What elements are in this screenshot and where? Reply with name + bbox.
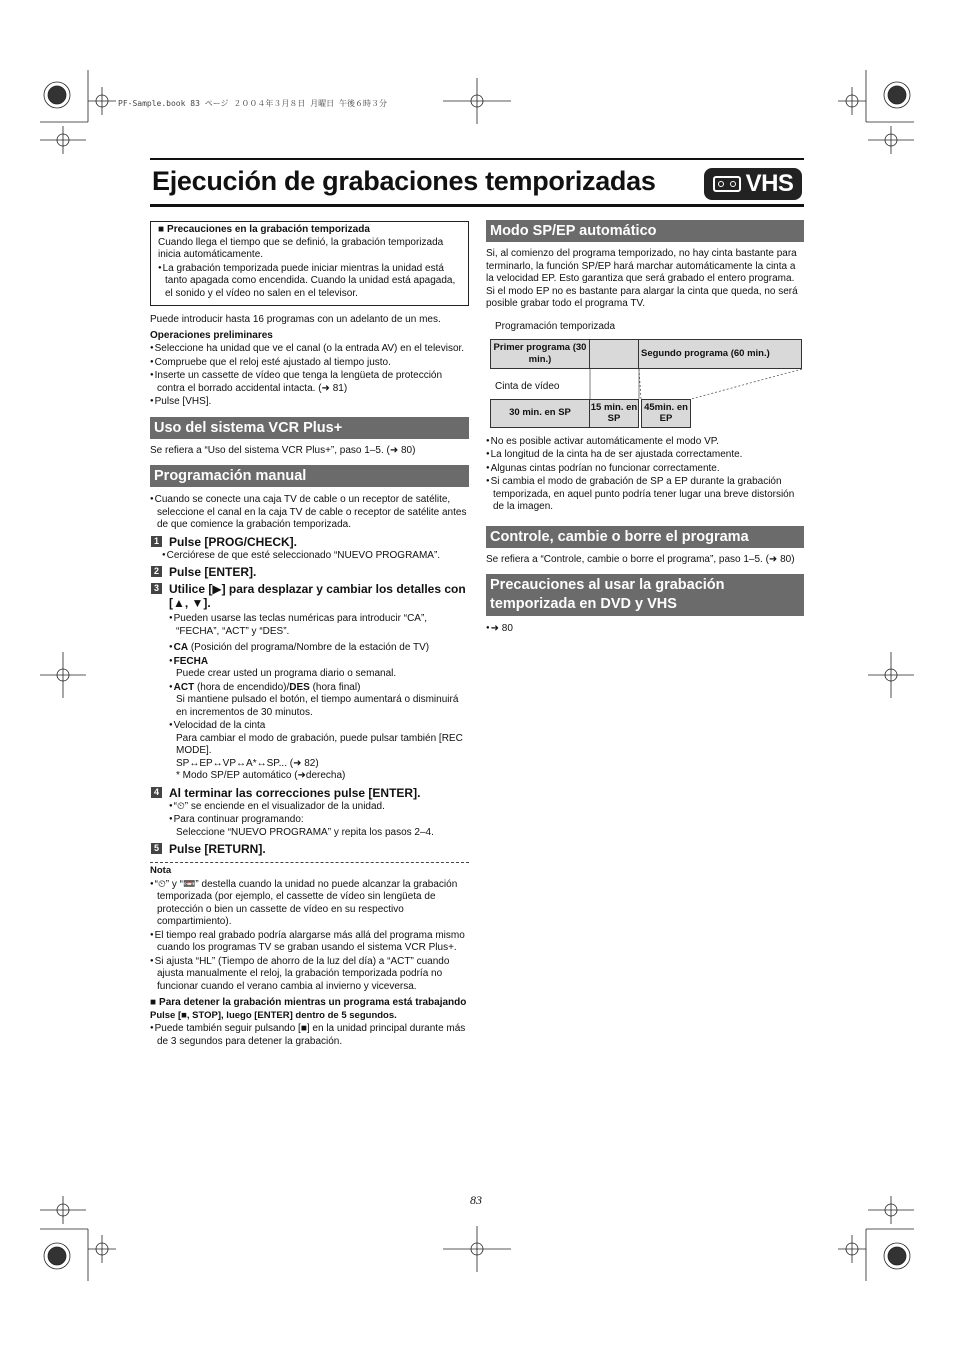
control-program-text: Se refiera a “Controle, cambie o borre el programa”, paso 1–5. (➜ 80) xyxy=(486,553,795,565)
act-item xyxy=(169,681,469,695)
vhs-badge xyxy=(704,168,802,200)
step-4-bullet: ● Para continuar programando: xyxy=(169,813,469,827)
manual-bullet: ● Cuando se conecte una caja TV de cable o un receptor de satélite, seleccione el canal en la caja TV de cable o receptor de satélite antes de que comience la grabación temporizada. xyxy=(150,493,469,532)
note-item: ● “⏲” y “📼” destella cuando la unidad no puede alcanzar la grabación temporizada (por ejemplo, el cassette de vídeo sin lengüeta de protección o bien un cassette de vídeo en su respectivo compartimiento). xyxy=(150,878,469,929)
step-3-bullet: ● Pueden usarse las teclas numéricas para introducir “CA”, “FECHA”, “ACT” y “DES”. xyxy=(169,612,469,638)
step-2 xyxy=(150,565,469,579)
vcr-plus-text: Se refiera a “Uso del sistema VCR Plus+”, paso 1–5. (➜ 80) xyxy=(150,444,416,456)
step-4 xyxy=(150,786,469,800)
ca-label: CA xyxy=(173,642,189,653)
page-number: 83 xyxy=(470,1193,482,1207)
step-number: 4 xyxy=(151,787,162,798)
step-number: 2 xyxy=(151,566,162,577)
step-text: Al terminar las correcciones pulse [ENTER]. xyxy=(169,785,421,800)
section-sp-ep-auto: Modo SP/EP automático xyxy=(486,220,804,242)
intro-text: Puede introducir hasta 16 programas con un adelanto de un mes. xyxy=(150,314,441,325)
stop-subtitle: Pulse [■, STOP], luego [ENTER] dentro de 5 segundos. xyxy=(150,1009,397,1021)
act-label: ACT xyxy=(173,681,195,693)
prelim-item: ● Inserte un cassette de vídeo que tenga la lengüeta de protección contra el borrado accidental intacta. (➜ 81) xyxy=(150,369,469,395)
step-number: 1 xyxy=(151,536,162,547)
step-text: Pulse [ENTER]. xyxy=(169,565,257,579)
prelim-item: ● Pulse [VHS]. xyxy=(150,395,469,409)
sp-ep-bullet: ● La longitud de la cinta ha de ser ajustada correctamente. xyxy=(486,448,804,462)
step-number: 5 xyxy=(151,843,162,854)
second-program-cell: Segundo programa (60 min.) xyxy=(638,339,802,369)
right-column xyxy=(486,220,804,636)
des-text: (hora final) xyxy=(309,681,361,693)
print-header: PF-Sample.book 83 ページ ２００４年３月８日 月曜日 午後６時３分 xyxy=(118,99,387,108)
ep-45-cell: 45min. en EP xyxy=(641,399,691,428)
note-item: ● El tiempo real grabado podría alargarse más allá del programa mismo cuando los programas TV se graban usando el sistema VCR Plus+. xyxy=(150,929,469,955)
sp-ep-bullet: ● Si cambia el modo de grabación de SP a EP durante la grabación temporizada, en aquel punto podría tener lugar una breve distorsión de la imagen. xyxy=(486,475,804,514)
ca-item xyxy=(169,641,469,655)
step-5 xyxy=(150,842,469,856)
precautions-bullet: ● La grabación temporizada puede iniciar mientras la unidad está tanto apagada como encendida. Cuando la unidad está apagada, el sonido y el vídeo no salen en el televisor. xyxy=(158,262,461,301)
precautions-text: Cuando llega el tiempo que se definió, la grabación temporizada inicia automáticamente. xyxy=(158,236,444,260)
title-rule-top xyxy=(150,158,804,160)
des-label: DES xyxy=(289,681,310,693)
sp-ep-text: Si, al comienzo del programa temporizado, no hay cinta bastante para terminarlo, la función SP/EP hará marchar automáticamente la cinta a la velocidad EP. Esto garantiza que será grabado el entero programa. Si el modo EP no es bastante para alargar la cinta que queda, no será posible grabar todo el programa TV. xyxy=(486,248,798,309)
section-manual-programming: Programación manual xyxy=(150,465,469,487)
vhs-badge-label: VHS xyxy=(745,170,794,197)
sp-15-cell: 15 min. en SP xyxy=(589,399,639,428)
diagram-connector-lines xyxy=(486,319,804,431)
prelim-item: ● Seleccione ha unidad que ve el canal (o la entrada AV) en el televisor. xyxy=(150,342,469,356)
note-item: ● Si ajusta “HL” (Tiempo de ahorro de la luz del día) a “ACT” cuando ajusta manualmente el reloj, la grabación temporizada podría no funcionar cuando el verano cambia al invierno y viceversa. xyxy=(150,955,469,994)
step-4-details xyxy=(150,800,469,840)
prelim-item: ● Compruebe que el reloj esté ajustado al tiempo justo. xyxy=(150,356,469,370)
speed-footnote: * Modo SP/EP automático (➜derecha) xyxy=(176,770,346,781)
prelim-title: Operaciones preliminares xyxy=(150,329,273,341)
stop-title: ■ Para detener la grabación mientras un programa está trabajando xyxy=(150,997,469,1010)
step-number: 3 xyxy=(151,583,162,594)
fecha-label: ● FECHA xyxy=(169,655,469,669)
step-3-details xyxy=(150,612,469,783)
act-note: Si mantiene pulsado el botón, el tiempo aumentará o disminuirá en incrementos de 30 minutos. xyxy=(176,694,459,718)
speed-sequence: SP↔EP↔VP↔A*↔SP... (➜ 82) xyxy=(176,757,319,769)
act-mid: (hora de encendido)/ xyxy=(194,681,290,693)
step-text: Utilice [▶] para desplazar y cambiar los detalles con [▲, ▼]. xyxy=(169,582,466,610)
step-1 xyxy=(150,535,469,549)
speed-label: ● Velocidad de la cinta xyxy=(169,719,469,733)
sp-30-cell: 30 min. en SP xyxy=(490,399,590,428)
sp-ep-diagram xyxy=(486,319,804,427)
step-1-note: ● Cerciórese de que esté seleccionado “NUEVO PROGRAMA”. xyxy=(150,549,469,563)
first-program-cell: Primer programa (30 min.) xyxy=(490,339,590,369)
step-text: Pulse [RETURN]. xyxy=(169,842,266,856)
note-heading: Nota xyxy=(150,865,172,876)
section-control-program: Controle, cambie o borre el programa xyxy=(486,526,804,548)
section-precautions-dvd-vhs: Precauciones al usar la grabación temporizada en DVD y VHS xyxy=(486,574,804,616)
speed-text: Para cambiar el modo de grabación, puede pulsar también [REC MODE]. xyxy=(176,732,463,756)
ca-text: (Posición del programa/Nombre de la estación de TV) xyxy=(188,642,430,653)
precautions-dvd-vhs-bullet: ● ➜ 80 xyxy=(486,622,804,636)
precautions-box xyxy=(150,221,469,306)
diagram-label-timer: Programación temporizada xyxy=(495,320,616,332)
left-column xyxy=(150,221,469,1048)
step-3 xyxy=(150,582,469,610)
stop-bullet: ● Puede también seguir pulsando [■] en la unidad principal durante más de 3 segundos para detener la grabación. xyxy=(150,1022,469,1048)
step-4-continue-text: Seleccione “NUEVO PROGRAMA” y repita los pasos 2–4. xyxy=(176,826,434,838)
section-vcr-plus: Uso del sistema VCR Plus+ xyxy=(150,417,469,439)
fecha-text: Puede crear usted un programa diario o semanal. xyxy=(176,668,397,679)
cassette-icon xyxy=(713,176,741,192)
sp-ep-bullet: ● No es posible activar automáticamente el modo VP. xyxy=(486,435,804,449)
sp-ep-bullets xyxy=(486,435,804,514)
diagram-label-tape: Cinta de vídeo xyxy=(495,380,560,392)
title-rule-bottom xyxy=(150,204,804,207)
step-text: Pulse [PROG/CHECK]. xyxy=(169,534,298,549)
page-title: Ejecución de grabaciones temporizadas xyxy=(152,166,656,196)
note-divider xyxy=(150,862,469,863)
step-4-bullet: ● “⏲” se enciende en el visualizador de la unidad. xyxy=(169,800,469,814)
precautions-title: ■ Precauciones en la grabación temporizada xyxy=(158,224,461,237)
sp-ep-bullet: ● Algunas cintas podrían no funcionar correctamente. xyxy=(486,462,804,476)
